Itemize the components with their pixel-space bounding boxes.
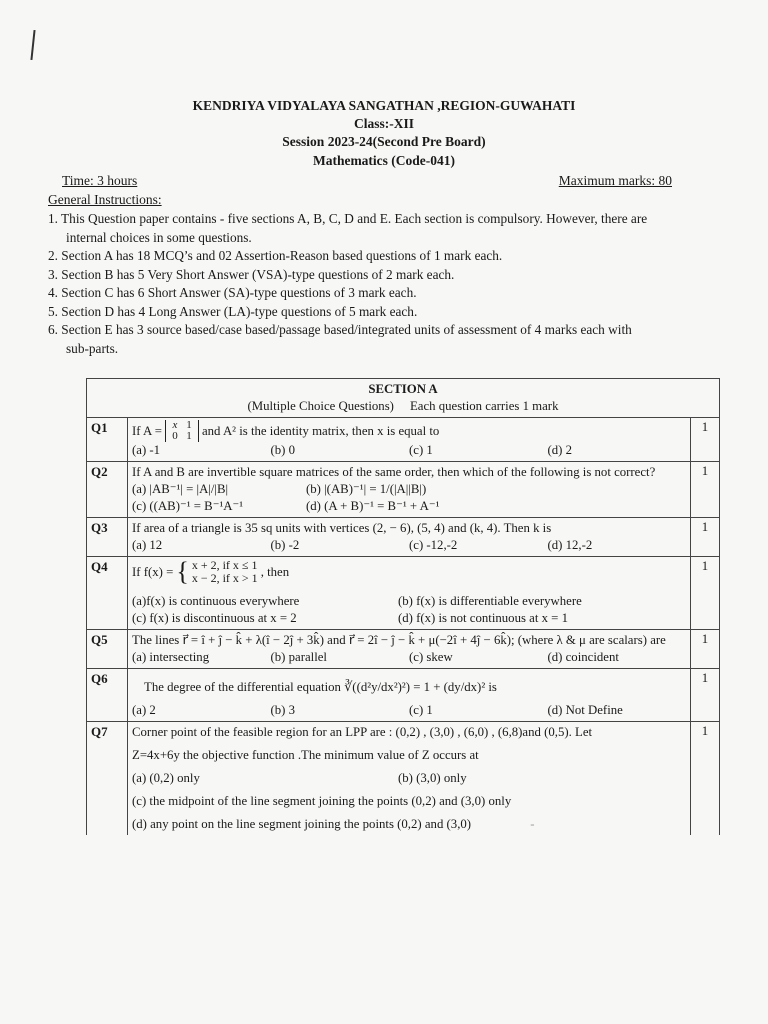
option: (b) parallel	[270, 650, 327, 664]
question-number: Q7	[87, 722, 128, 836]
question-stem: and A² is the identity matrix, then x is equal to	[201, 423, 440, 438]
question-marks: 1	[691, 722, 720, 836]
option: (c) -12,-2	[409, 538, 458, 552]
question-body	[128, 462, 691, 518]
question-number: Q5	[87, 630, 128, 669]
question-number: Q4	[87, 557, 128, 630]
option: (a) 2	[132, 703, 156, 717]
option: (d) (A + B)⁻¹ = B⁻¹ + A⁻¹	[306, 499, 440, 513]
time-label: Time: 3 hours	[62, 173, 138, 188]
instruction-item: sub-parts.	[66, 340, 119, 356]
question-marks: 1	[691, 418, 720, 462]
question-marks: 1	[691, 462, 720, 518]
question-stem: The degree of the differential equation ∛((d²y/dx²)²) = 1 + (dy/dx)² is	[144, 680, 497, 694]
question-row	[87, 630, 720, 669]
instruction-item: 6. Section E has 3 source based/case based/passage based/integrated units of assessment of 4 marks each with	[48, 322, 632, 337]
section-title: SECTION A	[368, 382, 438, 396]
question-body	[128, 722, 691, 836]
question-stem: Z=4x+6y the objective function .The minimum value of Z occurs at	[132, 748, 479, 762]
option: (c) skew	[409, 650, 453, 664]
question-marks: 1	[691, 669, 720, 722]
question-number: Q6	[87, 669, 128, 722]
question-number: Q2	[87, 462, 128, 518]
question-stem: Corner point of the feasible region for an LPP are : (0,2) , (3,0) , (6,0) , (6,8)and (0,5). Let	[132, 725, 593, 739]
option: (c) f(x) is discontinuous at x = 2	[132, 611, 297, 625]
instructions-title: General Instructions:	[48, 192, 162, 207]
option: (d) 12,-2	[547, 538, 593, 552]
question-row	[87, 418, 720, 462]
pen-mark	[30, 30, 35, 60]
options	[132, 770, 686, 787]
session-title: Session 2023-24(Second Pre Board)	[282, 134, 486, 149]
question-marks: 1	[691, 518, 720, 557]
option: (d) coincident	[547, 650, 619, 664]
option: (b) (3,0) only	[398, 771, 467, 785]
options	[132, 649, 686, 666]
question-stem: The lines r⃗ = î + ĵ − k̂ + λ(î − 2ĵ + 3k̂) and r⃗ = 2î − ĵ − k̂ + μ(−2î + 4ĵ − 6k̂); (where λ & μ are scalars) are	[132, 633, 666, 647]
options	[132, 610, 686, 627]
option: (a) 12	[132, 538, 163, 552]
options	[132, 481, 686, 498]
question-marks: 1	[691, 630, 720, 669]
option: (c) the midpoint of the line segment joining the points (0,2) and (3,0) only	[132, 794, 512, 808]
option: (d) f(x) is not continuous at x = 1	[398, 611, 568, 625]
question-stem: If A and B are invertible square matrices of the same order, then which of the following is not correct?	[132, 465, 656, 479]
question-body	[128, 669, 691, 722]
question-number: Q3	[87, 518, 128, 557]
instruction-item: 2. Section A has 18 MCQ’s and 02 Assertion-Reason based questions of 1 mark each.	[48, 248, 503, 263]
question-number: Q1	[87, 418, 128, 462]
option: (c) ((AB)⁻¹ = B⁻¹A⁻¹	[132, 499, 244, 513]
trailing-mark: -	[530, 817, 535, 831]
matrix: x 1 0 1	[165, 420, 199, 442]
question-marks: 1	[691, 557, 720, 630]
options	[132, 537, 686, 554]
question-row	[87, 669, 720, 722]
option: (a) -1	[132, 443, 161, 457]
option: (c) 1	[409, 443, 433, 457]
brace-glyph: {	[176, 557, 189, 586]
question-stem: If area of a triangle is 35 sq units with vertices (2, − 6), (5, 4) and (k, 4). Then k is	[132, 521, 552, 535]
question-row	[87, 557, 720, 630]
instructions-list	[48, 210, 738, 358]
question-body	[128, 518, 691, 557]
org-title: KENDRIYA VIDYALAYA SANGATHAN ,REGION-GUWAHATI	[192, 98, 576, 113]
option: (b) f(x) is differentiable everywhere	[398, 594, 582, 608]
question-stem: , then	[260, 564, 290, 579]
questions-table	[86, 378, 720, 835]
section-subtitle: (Multiple Choice Questions) Each question carries 1 mark	[247, 399, 559, 413]
question-stem: If f(x) =	[132, 564, 174, 579]
option: (d) 2	[547, 443, 573, 457]
option: (d) Not Define	[547, 703, 623, 717]
option: (a) |AB⁻¹| = |A|/|B|	[132, 482, 229, 496]
instruction-item: 3. Section B has 5 Very Short Answer (VSA)-type questions of 2 mark each.	[48, 266, 455, 282]
question-row	[87, 722, 720, 836]
instruction-item: 1. This Question paper contains - five sections A, B, C, D and E. Each section is compulsory. However, there are	[48, 211, 648, 226]
option: (a)f(x) is continuous everywhere	[132, 594, 300, 608]
option: (b) 0	[270, 443, 296, 457]
options	[132, 702, 686, 719]
max-marks-label: Maximum marks: 80	[558, 173, 672, 188]
class-title: Class:-XII	[353, 116, 414, 131]
option: (c) 1	[409, 703, 433, 717]
option: (d) any point on the line segment joining the points (0,2) and (3,0)	[132, 817, 472, 831]
options	[132, 593, 686, 610]
option: (b) |(AB)⁻¹| = 1/(|A||B|)	[306, 482, 427, 496]
options	[132, 442, 686, 459]
instruction-item: 4. Section C has 6 Short Answer (SA)-type questions of 3 mark each.	[48, 285, 417, 300]
section-header-row	[87, 379, 720, 418]
instruction-item: 5. Section D has 4 Long Answer (LA)-type questions of 5 mark each.	[48, 303, 418, 319]
question-body	[128, 630, 691, 669]
question-row	[87, 518, 720, 557]
question-stem: If A =	[132, 423, 162, 438]
question-row	[87, 462, 720, 518]
options	[132, 498, 686, 515]
question-body	[128, 418, 691, 462]
instruction-item: internal choices in some questions.	[66, 229, 252, 245]
subject-title: Mathematics (Code-041)	[312, 153, 456, 168]
option: (b) 3	[270, 703, 296, 717]
option: (a) (0,2) only	[132, 771, 200, 785]
question-body	[128, 557, 691, 630]
option: (a) intersecting	[132, 650, 210, 664]
option: (b) -2	[270, 538, 300, 552]
piecewise-cases: x + 2, if x ≤ 1 x − 2, if x > 1	[191, 558, 258, 585]
